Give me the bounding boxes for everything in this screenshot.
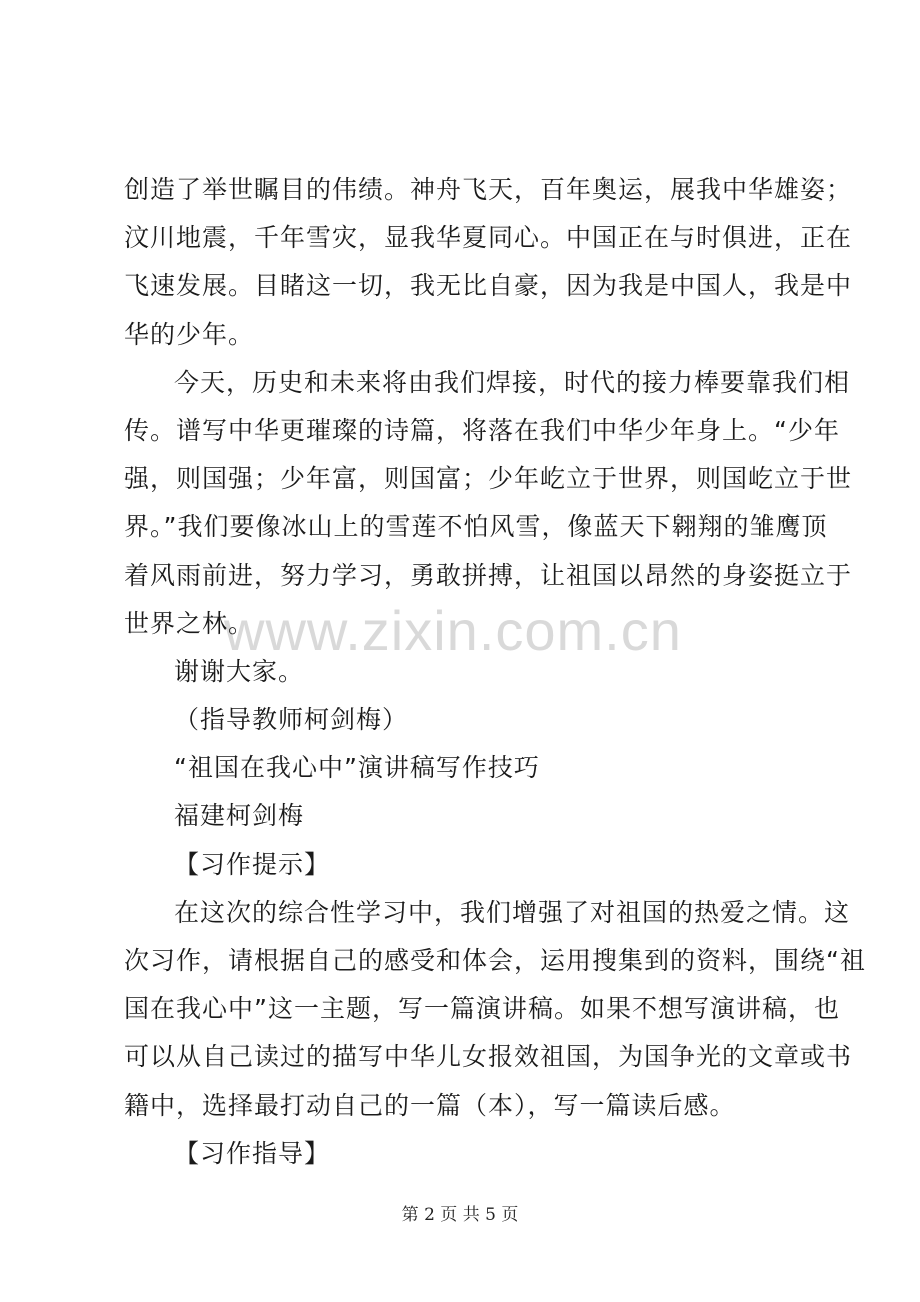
body-text: [124, 166, 866, 1178]
text-line: 强，则国强；少年富，则国富；少年屹立于世界，则国屹立于世: [124, 464, 853, 494]
section-heading: 【习作指导】: [174, 1138, 331, 1168]
text-line: 国在我心中”这一主题，写一篇演讲稿。如果不想写演讲稿，也: [124, 994, 840, 1024]
text-line: 飞速发展。目睹这一切，我无比自豪，因为我是中国人，我是中: [124, 271, 853, 301]
author-line: 福建柯剑梅: [174, 801, 305, 831]
text-line: 谢谢大家。: [174, 656, 305, 686]
text-line: （指导教师柯剑梅）: [174, 705, 409, 735]
text-line: 创造了举世瞩目的伟绩。神舟飞天，百年奥运，展我中华雄姿；: [124, 175, 853, 204]
text-line: 汶川地震，千年雪灾，显我华夏同心。中国正在与时俱进，正在: [124, 223, 853, 253]
text-line: 籍中，选择最打动自己的一篇（本），写一篇读后感。: [124, 1090, 736, 1120]
text-line: 可以从自己读过的描写中华儿女报效祖国，为国争光的文章或书: [124, 1042, 853, 1072]
watermark: www.zixin.com.cn: [224, 599, 682, 662]
text-line: 传。谱写中华更璀璨的诗篇，将落在我们中华少年身上。“少年: [124, 415, 840, 445]
text-line: 在这次的综合性学习中，我们增强了对祖国的热爱之情。这: [174, 897, 851, 927]
text-line: 界。”我们要像冰山上的雪莲不怕风雪，像蓝天下翱翔的雏鹰顶: [124, 512, 828, 542]
text-line: 次习作，请根据自己的感受和体会，运用搜集到的资料，围绕“祖: [124, 946, 866, 975]
section-heading: 【习作提示】: [174, 849, 331, 879]
text-line: 今天，历史和未来将由我们焊接，时代的接力棒要靠我们相: [174, 367, 851, 397]
page-footer: 第 2 页 共 5 页: [401, 1205, 519, 1225]
text-line: 世界之林。: [124, 608, 255, 638]
text-line: 华的少年。: [124, 319, 255, 349]
text-line: 着风雨前进，努力学习，勇敢拼搏，让祖国以昂然的身姿挺立于: [124, 560, 853, 590]
section-title: “祖国在我心中”演讲稿写作技巧: [174, 753, 540, 783]
